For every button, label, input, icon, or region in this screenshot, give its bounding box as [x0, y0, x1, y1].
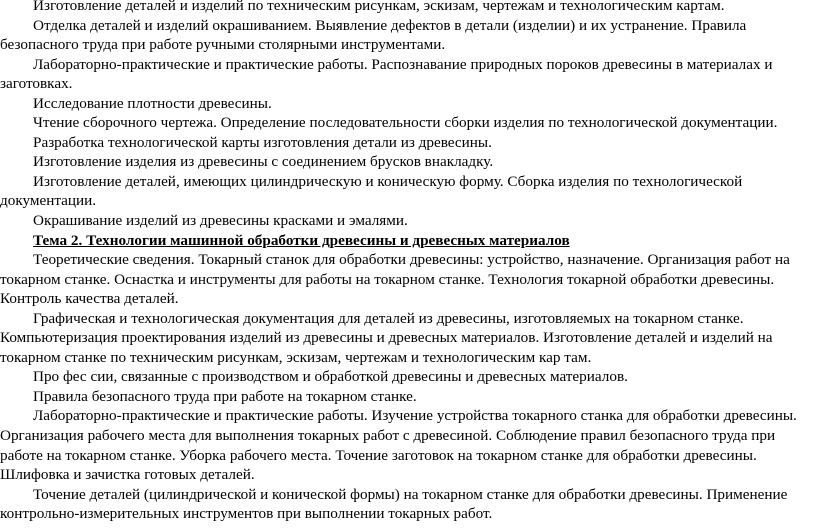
paragraph: Лабораторно-практические и практические работы. Распознавание природных пороков древесины в материалах и заготовках. — [0, 55, 773, 93]
paragraph: Теоретические сведения. Токарный станок для обработки древесины: устройство, назначение. Организация работ на токарном станке. Оснастка и инструменты для работы на токарном станке. Технология токарной обработки древесины. Контроль качества деталей. — [0, 251, 790, 308]
paragraph: Графическая и технологическая документация для деталей из древесины, изготовляемых на токарном станке. Компьютеризация проектирования изделий из древесины и древесных материалов. Изготовление деталей и изделий на токарном станке по техническим рисункам, эскизам, чертежам и технологическим кар там. — [0, 309, 773, 366]
paragraph: Чтение сборочного чертежа. Определение последовательности сборки изделия по технологической документации. — [33, 114, 778, 132]
paragraph: Исследование плотности древесины. — [33, 94, 272, 112]
paragraph: Изготовление изделия из древесины с соединением брусков внакладку. — [33, 153, 494, 171]
paragraph: Точение деталей (цилиндрической и конической формы) на токарном станке для обработки древесины. Применение контрольно-измерительных инструментов при выполнении токарных работ. — [0, 485, 788, 523]
paragraph: Про фес сии, связанные с производством и обработкой древесины и древесных материалов. — [33, 368, 628, 386]
paragraph: Изготовление деталей и изделий по техническим рисункам, эскизам, чертежам и технологическим картам. — [33, 0, 725, 14]
section-heading — [0, 231, 800, 251]
paragraph: Разработка технологической карты изготовления детали из древесины. — [33, 133, 492, 151]
paragraph: Окрашивание изделий из древесины красками и эмалями. — [33, 212, 408, 230]
section-heading-text: Тема 2. Технологии машинной обработки древесины и древесных материалов — [33, 231, 570, 249]
paragraph: Изготовление деталей, имеющих цилиндрическую и коническую форму. Сборка изделия по технологической документации. — [0, 172, 743, 210]
paragraph: Отделка деталей и изделий окрашиванием. Выявление дефектов в детали (изделии) и их устранение. Правила безопасного труда при работе ручными столярными инструментами. — [0, 16, 747, 54]
paragraph: Лабораторно-практические и практические работы. Изучение устройства токарного станка для обработки древесины. Организация рабочего места для выполнения токарных работ с древесиной. Соблюдение правил безопасного труда при работе на токарном станке. Уборка рабочего места. Точение заготовок на токарном станке для обработки древесины. Шлифовка и зачистка готовых деталей. — [0, 407, 797, 484]
paragraph: Правила безопасного труда при работе на токарном станке. — [33, 387, 417, 405]
